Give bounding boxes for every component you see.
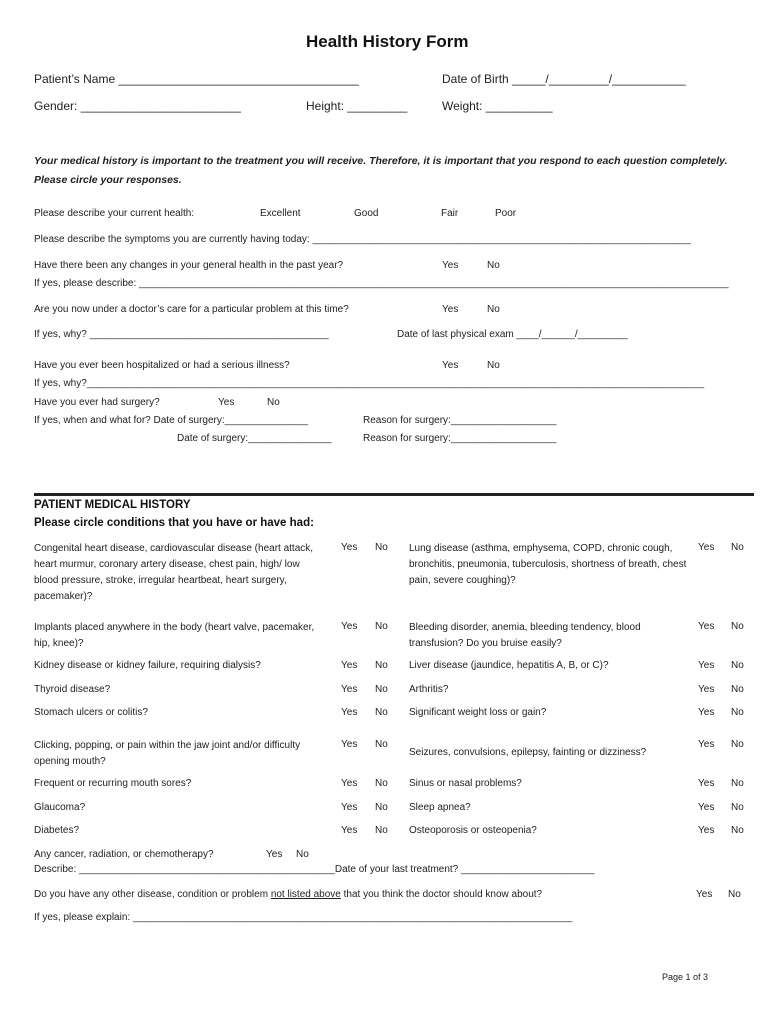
date-of-birth-field[interactable]: Date of Birth _____/_________/___________ xyxy=(442,72,686,86)
jaw-joint-yes-option[interactable]: Yes xyxy=(341,739,358,750)
changes-question: Have there been any changes in your general health in the past year? xyxy=(34,260,344,271)
hospitalized-no-option[interactable]: No xyxy=(487,360,500,371)
condition-bleeding-disorder: Bleeding disorder, anemia, bleeding tendency, blood transfusion? Do you bruise easily? xyxy=(409,622,641,649)
surgery-yes-option[interactable]: Yes xyxy=(218,397,235,408)
condition-mouth-sores: Frequent or recurring mouth sores? xyxy=(34,778,192,789)
other-disease-no-option[interactable]: No xyxy=(728,889,741,900)
gender-field[interactable]: Gender: ________________________ xyxy=(34,99,241,113)
osteoporosis-no-option[interactable]: No xyxy=(731,825,744,836)
mouth-sores-no-option[interactable]: No xyxy=(375,778,388,789)
page-title: Health History Form xyxy=(306,32,469,51)
osteoporosis-yes-option[interactable]: Yes xyxy=(698,825,715,836)
liver-disease-no-option[interactable]: No xyxy=(731,660,744,671)
surgery-date-field-2[interactable]: Date of surgery:_______________ xyxy=(177,433,332,444)
condition-stomach-ulcers: Stomach ulcers or colitis? xyxy=(34,707,148,718)
sleep-apnea-no-option[interactable]: No xyxy=(731,802,744,813)
other-disease-question-start: Do you have any other disease, condition or problem xyxy=(34,889,271,900)
bleeding-disorder-no-option[interactable]: No xyxy=(731,621,744,632)
mouth-sores-yes-option[interactable]: Yes xyxy=(341,778,358,789)
condition-implants: Implants placed anywhere in the body (heart valve, pacemaker, hip, knee)? xyxy=(34,622,315,649)
lung-disease-yes-option[interactable]: Yes xyxy=(698,542,715,553)
hospitalized-yes-option[interactable]: Yes xyxy=(442,360,459,371)
glaucoma-no-option[interactable]: No xyxy=(375,802,388,813)
diabetes-yes-option[interactable]: Yes xyxy=(341,825,358,836)
doctor-care-yes-option[interactable]: Yes xyxy=(442,304,459,315)
other-disease-question-end: that you think the doctor should know about? xyxy=(340,889,543,900)
patient-name-field[interactable]: Patient’s Name ____________________________________ xyxy=(34,72,359,86)
other-disease-yes-option[interactable]: Yes xyxy=(696,889,713,900)
condition-thyroid-disease: Thyroid disease? xyxy=(34,684,111,695)
condition-arthritis: Arthritis? xyxy=(409,684,449,695)
height-field[interactable]: Height: _________ xyxy=(306,99,408,113)
changes-describe-field[interactable]: If yes, please describe: __________________________________________________________________________________________________________ xyxy=(34,278,729,289)
heart-disease-no-option[interactable]: No xyxy=(375,542,388,553)
condition-diabetes: Diabetes? xyxy=(34,825,80,836)
implants-yes-option[interactable]: Yes xyxy=(341,621,358,632)
cancer-describe-field[interactable]: Describe: ______________________________________________Date of your last treatment? ________________________ xyxy=(34,864,595,875)
health-option-good[interactable]: Good xyxy=(354,208,379,219)
kidney-disease-yes-option[interactable]: Yes xyxy=(341,660,358,671)
not-listed-above-emphasis: not listed above xyxy=(270,889,341,900)
condition-heart-disease: Congenital heart disease, cardiovascular disease (heart attack, heart murmur, coronary artery disease, chest pain, high/ low blood pressure, stroke, irregular heartbeat, heart surgery, pacemaker)? xyxy=(34,543,314,602)
doctor-care-question: Are you now under a doctor’s care for a particular problem at this time? xyxy=(34,304,349,315)
symptoms-field[interactable]: Please describe the symptoms you are currently having today: ____________________________________________________________________ xyxy=(34,234,691,245)
condition-seizures: Seizures, convulsions, epilepsy, fainting or dizziness? xyxy=(409,747,647,758)
surgery-no-option[interactable]: No xyxy=(267,397,280,408)
condition-osteoporosis: Osteoporosis or osteopenia? xyxy=(409,825,537,836)
medical-history-heading: PATIENT MEDICAL HISTORY xyxy=(34,499,191,511)
condition-lung-disease: Lung disease (asthma, emphysema, COPD, chronic cough, bronchitis, pneumonia, tuberculosis, shortness of breath, chest pain, severe coughing)? xyxy=(409,543,687,586)
diabetes-no-option[interactable]: No xyxy=(375,825,388,836)
glaucoma-yes-option[interactable]: Yes xyxy=(341,802,358,813)
cancer-no-option[interactable]: No xyxy=(296,849,309,860)
current-health-label: Please describe your current health: xyxy=(34,208,195,219)
condition-jaw-joint: Clicking, popping, or pain within the jaw joint and/or difficulty opening mouth? xyxy=(34,740,301,767)
weight-change-no-option[interactable]: No xyxy=(731,707,744,718)
liver-disease-yes-option[interactable]: Yes xyxy=(698,660,715,671)
medical-history-instructions: Please circle conditions that you have or have had: xyxy=(34,517,314,529)
hospitalized-question: Have you ever been hospitalized or had a serious illness? xyxy=(34,360,290,371)
kidney-disease-no-option[interactable]: No xyxy=(375,660,388,671)
condition-sleep-apnea: Sleep apnea? xyxy=(409,802,471,813)
weight-field[interactable]: Weight: __________ xyxy=(442,99,553,113)
surgery-reason-field-1[interactable]: Reason for surgery:___________________ xyxy=(363,415,557,426)
other-disease-explain-field[interactable]: If yes, please explain: _______________________________________________________________________________ xyxy=(34,912,573,923)
bleeding-disorder-yes-option[interactable]: Yes xyxy=(698,621,715,632)
health-option-fair[interactable]: Fair xyxy=(441,208,459,219)
arthritis-no-option[interactable]: No xyxy=(731,684,744,695)
changes-no-option[interactable]: No xyxy=(487,260,500,271)
thyroid-disease-yes-option[interactable]: Yes xyxy=(341,684,358,695)
sinus-problems-yes-option[interactable]: Yes xyxy=(698,778,715,789)
condition-weight-change: Significant weight loss or gain? xyxy=(409,707,547,718)
page-number: Page 1 of 3 xyxy=(662,972,709,982)
seizures-no-option[interactable]: No xyxy=(731,739,744,750)
condition-kidney-disease: Kidney disease or kidney failure, requiring dialysis? xyxy=(34,660,261,671)
stomach-ulcers-yes-option[interactable]: Yes xyxy=(341,707,358,718)
cancer-yes-option[interactable]: Yes xyxy=(266,849,283,860)
cancer-question: Any cancer, radiation, or chemotherapy? xyxy=(34,849,214,860)
sleep-apnea-yes-option[interactable]: Yes xyxy=(698,802,715,813)
surgery-date-field-1[interactable]: If yes, when and what for? Date of surgery:_______________ xyxy=(34,415,309,426)
implants-no-option[interactable]: No xyxy=(375,621,388,632)
other-disease-question xyxy=(34,889,542,900)
weight-change-yes-option[interactable]: Yes xyxy=(698,707,715,718)
health-option-excellent[interactable]: Excellent xyxy=(260,208,301,219)
changes-yes-option[interactable]: Yes xyxy=(442,260,459,271)
condition-glaucoma: Glaucoma? xyxy=(34,802,86,813)
section-divider xyxy=(34,493,754,496)
lung-disease-no-option[interactable]: No xyxy=(731,542,744,553)
intro-instructions: Your medical history is important to the treatment you will receive. Therefore, it is important that you respond to each question completely. Please circle your responses. xyxy=(34,155,728,186)
condition-liver-disease: Liver disease (jaundice, hepatitis A, B, or C)? xyxy=(409,660,609,671)
doctor-care-why-field[interactable]: If yes, why? ___________________________________________ xyxy=(34,329,329,340)
stomach-ulcers-no-option[interactable]: No xyxy=(375,707,388,718)
heart-disease-yes-option[interactable]: Yes xyxy=(341,542,358,553)
surgery-reason-field-2[interactable]: Reason for surgery:___________________ xyxy=(363,433,557,444)
condition-sinus-problems: Sinus or nasal problems? xyxy=(409,778,522,789)
thyroid-disease-no-option[interactable]: No xyxy=(375,684,388,695)
arthritis-yes-option[interactable]: Yes xyxy=(698,684,715,695)
doctor-care-no-option[interactable]: No xyxy=(487,304,500,315)
sinus-problems-no-option[interactable]: No xyxy=(731,778,744,789)
jaw-joint-no-option[interactable]: No xyxy=(375,739,388,750)
hospitalized-why-field[interactable]: If yes, why?_______________________________________________________________________________________________________________ xyxy=(34,378,705,389)
surgery-question: Have you ever had surgery? xyxy=(34,397,160,408)
seizures-yes-option[interactable]: Yes xyxy=(698,739,715,750)
last-physical-exam-field[interactable]: Date of last physical exam ____/______/_________ xyxy=(397,329,628,340)
health-option-poor[interactable]: Poor xyxy=(495,208,517,219)
